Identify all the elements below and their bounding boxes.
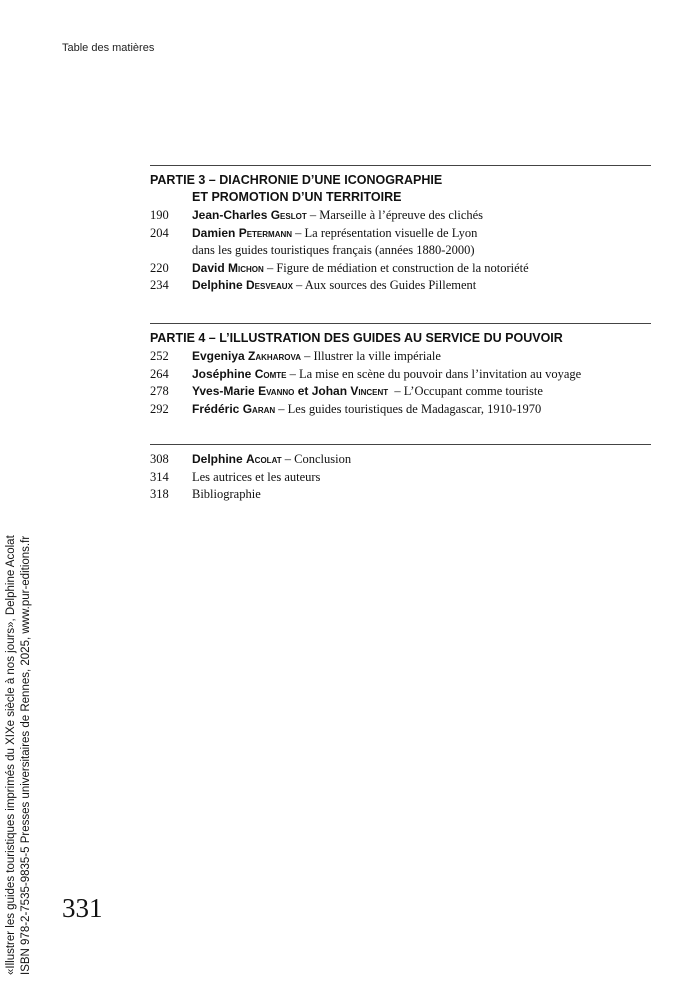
page-number: 264: [150, 366, 169, 381]
end-matter-section: [150, 444, 651, 504]
part-4-section: [150, 323, 651, 418]
chapter-title: – La représentation visuelle de Lyon: [292, 225, 478, 240]
running-head: Table des matières: [62, 42, 155, 54]
author-name: Frédéric Garan: [192, 401, 276, 416]
chapter-title: – Illustrer la ville impériale: [301, 349, 441, 363]
author-name: Yves-Marie Evanno et Johan Vincent: [192, 384, 389, 398]
chapter-title: – Aux sources des Guides Pillement: [292, 278, 477, 292]
page-number: 314: [150, 469, 169, 484]
toc-entry[interactable]: [150, 260, 651, 278]
page-number: 308: [150, 452, 169, 466]
toc-entry[interactable]: [150, 225, 651, 243]
chapter-title: – Les guides touristiques de Madagascar, 1910-1970: [275, 401, 542, 416]
page-number: 278: [150, 384, 169, 398]
toc-entry[interactable]: [150, 348, 651, 366]
chapter-title: – Marseille à l’épreuve des clichés: [306, 208, 484, 222]
page-number: 292: [150, 401, 169, 416]
toc-entry[interactable]: [150, 207, 651, 225]
toc-entry[interactable]: [150, 451, 651, 469]
author-name: David Michon: [192, 260, 264, 275]
page-number: 234: [150, 278, 169, 292]
toc-entry-continuation: [150, 242, 651, 260]
chapter-title: Les autrices et les auteurs: [192, 469, 321, 484]
page-number: 252: [150, 349, 169, 363]
page-number: 204: [150, 225, 169, 240]
part-3-section: [150, 165, 651, 295]
toc-entry[interactable]: [150, 366, 651, 384]
side-copyright-note: [4, 535, 34, 975]
toc-entry[interactable]: [150, 401, 651, 419]
author-name: Evgeniya Zakharova: [192, 349, 302, 363]
page-folio: 331: [62, 893, 103, 923]
side-note-line1: «Illustrer les guides touristiques imprimés du XIXe siècle à nos jours», Delphine Acolat: [5, 535, 17, 975]
page-number: 220: [150, 260, 169, 275]
side-note-line2: ISBN 978-2-7535-9835-5 Presses universitaires de Rennes, 2025, www.pur-editions.fr: [20, 535, 32, 975]
toc-entry[interactable]: [150, 469, 651, 487]
part-3-title-line1: PARTIE 3 – DIACHRONIE D’UNE ICONOGRAPHIE: [150, 173, 443, 187]
author-name: Joséphine Comte: [192, 366, 287, 381]
chapter-title: – La mise en scène du pouvoir dans l’invitation au voyage: [286, 366, 582, 381]
chapter-title: Bibliographie: [192, 487, 261, 501]
toc-entry[interactable]: [150, 486, 651, 504]
page-number: 190: [150, 208, 169, 222]
chapter-title: – Figure de médiation et construction de la notoriété: [263, 260, 529, 275]
chapter-title-continuation: dans les guides touristiques français (années 1880-2000): [192, 243, 475, 257]
part-3-title-line2: ET PROMOTION D’UN TERRITOIRE: [192, 190, 402, 204]
page-number: 318: [150, 487, 169, 501]
part-3-title: [150, 166, 651, 206]
chapter-title: – Conclusion: [281, 452, 352, 466]
author-name: Jean-Charles Geslot: [192, 208, 307, 222]
chapter-title: – L’Occupant comme touriste: [388, 384, 543, 398]
author-name: Delphine Acolat: [192, 452, 282, 466]
author-name: Delphine Desveaux: [192, 278, 293, 292]
toc-entry[interactable]: [150, 383, 651, 401]
part-4-title: PARTIE 4 – L’ILLUSTRATION DES GUIDES AU SERVICE DU POUVOIR: [150, 331, 563, 345]
toc-entry[interactable]: [150, 277, 651, 295]
author-name: Damien Petermann: [192, 225, 293, 240]
